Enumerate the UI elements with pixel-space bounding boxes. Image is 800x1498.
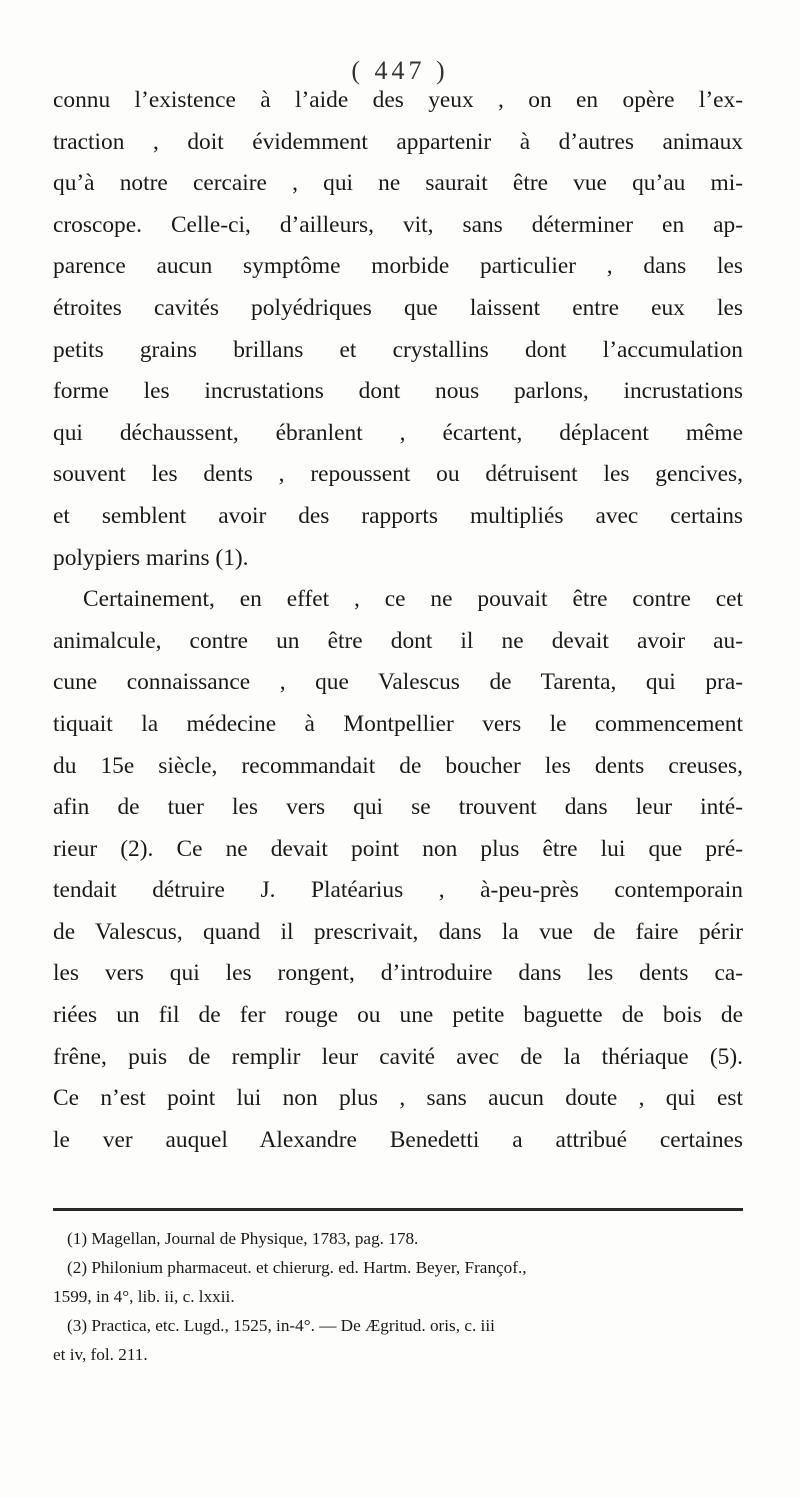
page-number: ( 447 ): [351, 56, 449, 85]
text-line: animalcule, contre un être dont il ne devait avoir au-: [53, 627, 743, 654]
text-line: Ce n’est point lui non plus , sans aucun doute , qui est: [53, 1085, 743, 1112]
text-line: connu l’existence à l’aide des yeux , on en opère l’ex-: [53, 87, 743, 113]
text-line: qu’à notre cercaire , qui ne saurait être vue qu’au mi-: [53, 170, 743, 197]
text-line: croscope. Celle-ci, d’ailleurs, vit, sans déterminer en ap-: [53, 211, 743, 238]
text-line: petits grains brillans et crystallins dont l’accumulation: [53, 336, 743, 363]
text-line: tiquait la médecine à Montpellier vers le commencement: [53, 710, 743, 737]
text-line: étroites cavités polyédriques que laissent entre eux les: [53, 294, 743, 321]
text-line: souvent les dents , repoussent ou détruisent les gencives,: [53, 461, 743, 488]
text-line: de Valescus, quand il prescrivait, dans la vue de faire périr: [53, 918, 743, 945]
footnote-divider: [53, 1208, 743, 1211]
text-line: et semblent avoir des rapports multipliés avec certains: [53, 502, 743, 529]
text-line: forme les incrustations dont nous parlons, incrustations: [53, 378, 743, 405]
text-line: le ver auquel Alexandre Benedetti a attribué certaines: [53, 1126, 743, 1153]
footnotes: [53, 1224, 743, 1369]
text-line: traction , doit évidemment appartenir à d’autres animaux: [53, 128, 743, 155]
text-line: les vers qui les rongent, d’introduire dans les dents ca-: [53, 960, 743, 987]
text-line: frêne, puis de remplir leur cavité avec de la thériaque (5).: [53, 1043, 743, 1070]
text-line: riées un fil de fer rouge ou une petite baguette de bois de: [53, 1002, 743, 1029]
text-line: du 15e siècle, recommandait de boucher les dents creuses,: [53, 752, 743, 779]
footnote-line: (2) Philonium pharmaceut. et chierurg. ed. Hartm. Beyer, Françof.,: [67, 1258, 527, 1277]
body-text: [53, 80, 743, 1161]
text-line: Certainement, en effet , ce ne pouvait être contre cet: [83, 586, 743, 613]
text-line: polypiers marins (1).: [53, 544, 249, 571]
text-line: afin de tuer les vers qui se trouvent dans leur inté-: [53, 794, 743, 821]
text-line: rieur (2). Ce ne devait point non plus être lui que pré-: [53, 835, 743, 862]
text-line: qui déchaussent, ébranlent , écartent, déplacent même: [53, 419, 743, 446]
text-line: tendait détruire J. Platéarius , à-peu-près contemporain: [53, 877, 743, 904]
footnote-line: 1599, in 4°, lib. ii, c. lxxii.: [53, 1287, 235, 1306]
text-line: parence aucun symptôme morbide particulier , dans les: [53, 253, 743, 280]
footnote-line: et iv, fol. 211.: [53, 1345, 148, 1364]
footnote-line: (1) Magellan, Journal de Physique, 1783, pag. 178.: [67, 1229, 419, 1248]
footnote-line: (3) Practica, etc. Lugd., 1525, in-4°. — De Ægritud. oris, c. iii: [67, 1316, 495, 1335]
text-line: cune connaissance , que Valescus de Tarenta, qui pra-: [53, 669, 743, 696]
